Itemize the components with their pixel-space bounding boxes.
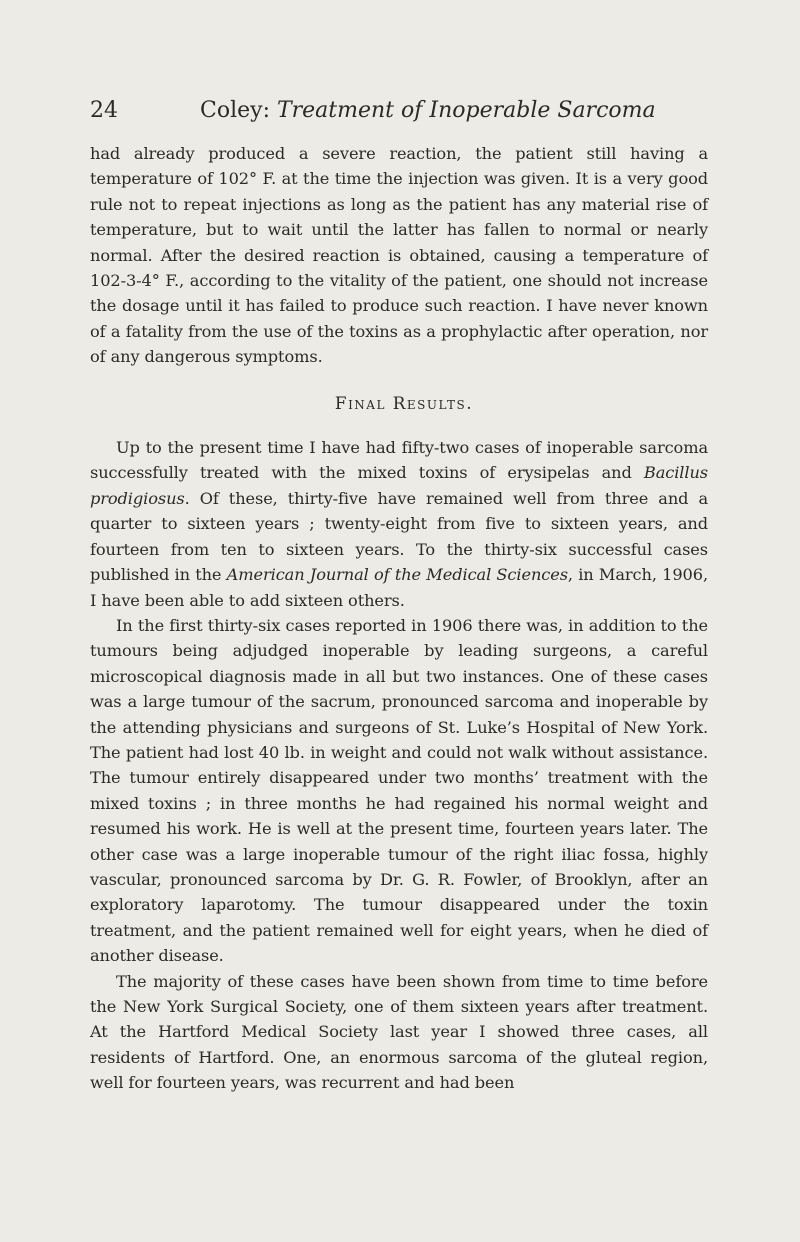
paragraph-societies: The majority of these cases have been shown from time to time before the New York Surgical Society, one of them sixteen years after treatment. At the Hartford Medical Society last year I showed three cases, all residents of Hartford. One, an enormous sarcoma of the gluteal region, well for fourteen years, was recurrent and had been [90,971,708,1093]
section-heading: Final Results. [334,392,474,413]
organism-name: Bacillus prodigiosus [90,463,708,508]
running-title [200,96,656,126]
body-text [90,141,708,1096]
text-run: . Of these, thirty-five have remained well from three and a quarter to sixteen years ; twenty-eight from five to sixteen years, and fourteen from ten to sixteen years. To the thirty-six successful cases published in the [90,488,708,585]
title-separator: : [262,98,277,123]
journal-name: American Journal of the Medical Sciences [226,565,568,585]
paragraph-continued: had already produced a severe reaction, the patient still having a temperature of 102° F. at the time the injection was given. It is a very good rule not to repeat injections as long as the patient has any material rise of temperature, but to wait until the latter has fallen to normal or nearly normal. After the desired reaction is obtained, causing a temperature of 102-3-4° F., according to the vitality of the patient, one should not increase the dosage until it has failed to produce such reaction. I have never known of a fatality from the use of the toxins as a prophylactic after operation, nor of any dangerous symptoms. [90,144,708,367]
text-run: , in March, 1906, I have been able to add sixteen others. [90,565,708,610]
paragraph-results [90,435,708,613]
text-run: Up to the present time I have had fifty-two cases of inoperable sarcoma successfully treated with the mixed toxins of erysipelas and [90,438,708,483]
paragraph-cases: In the first thirty-six cases reported in 1906 there was, in addition to the tumours being adjudged inoperable by leading surgeons, a careful microscopical diagnosis made in all but two instances. One of these cases was a large tumour of the sacrum, pronounced sarcoma and inoperable by the attending physicians and surgeons of St. Luke’s Hospital of New York. The patient had lost 40 lb. in weight and could not walk without assistance. The tumour entirely disappeared under two months’ treatment with the mixed toxins ; in three months he had regained his normal weight and resumed his work. He is well at the present time, fourteen years later. The other case was a large inoperable tumour of the right iliac fossa, highly vascular, pronounced sarcoma by Dr. G. R. Fowler, of Brooklyn, after an exploratory laparotomy. The tumour disappeared under the toxin treatment, and the patient remained well for eight years, when he died of another disease. [90,615,708,966]
author-name: Coley [200,98,263,123]
article-title: Treatment of Inoperable Sarcoma [276,98,656,123]
page-number: 24 [90,98,118,123]
